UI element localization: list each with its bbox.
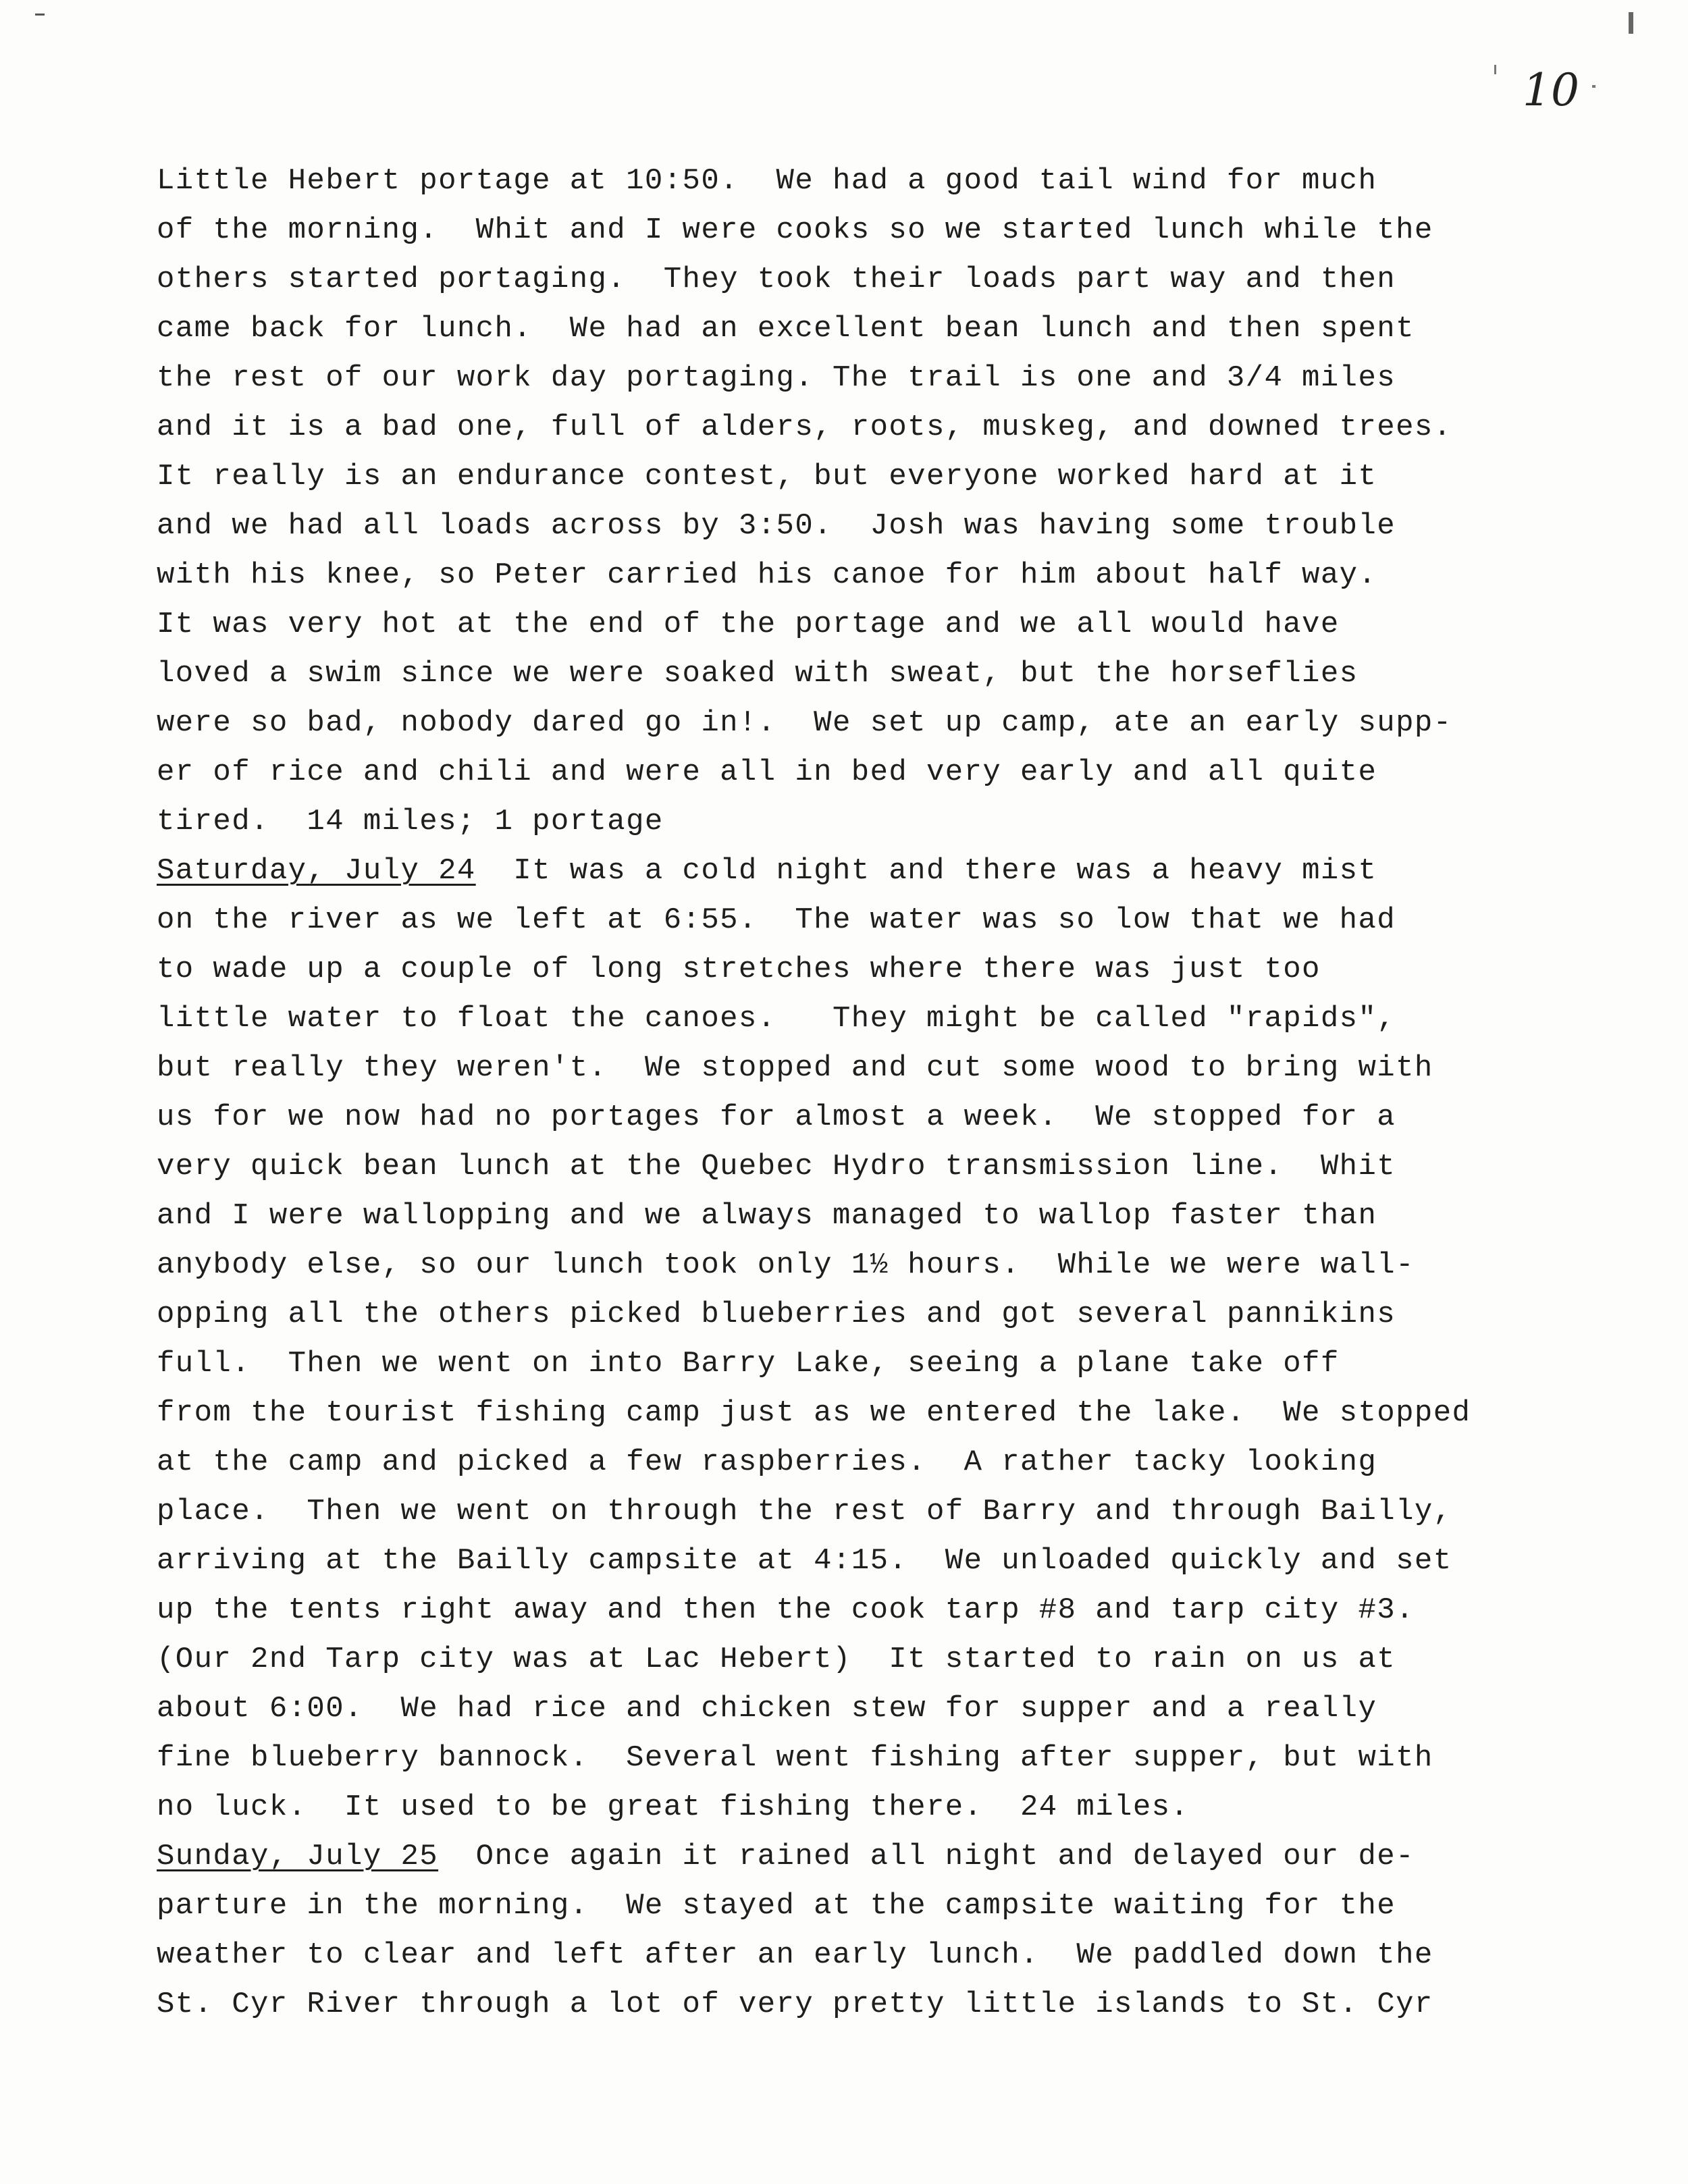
scan-mark bbox=[1592, 85, 1595, 88]
text-line: but really they weren't. We stopped and cut some wood to bring with bbox=[157, 1051, 1433, 1085]
text-line: It was very hot at the end of the portage and we all would have bbox=[157, 608, 1340, 641]
text-line: came back for lunch. We had an excellent bean lunch and then spent bbox=[157, 312, 1415, 346]
text-line: up the tents right away and then the cook tarp #8 and tarp city #3. bbox=[157, 1593, 1415, 1627]
text-line: (Our 2nd Tarp city was at Lac Hebert) It started to rain on us at bbox=[157, 1643, 1396, 1676]
text-line: er of rice and chili and were all in bed very early and all quite bbox=[157, 755, 1377, 789]
text-line: very quick bean lunch at the Quebec Hydro transmission line. Whit bbox=[157, 1150, 1396, 1183]
text-line: loved a swim since we were soaked with sweat, but the horseflies bbox=[157, 657, 1359, 691]
text-line: Little Hebert portage at 10:50. We had a good tail wind for much bbox=[157, 164, 1377, 198]
text-line: full. Then we went on into Barry Lake, seeing a plane take off bbox=[157, 1347, 1340, 1381]
entry-first-line: Once again it rained all night and delayed our de- bbox=[438, 1840, 1415, 1873]
text-line: from the tourist fishing camp just as we entered the lake. We stopped bbox=[157, 1396, 1471, 1430]
text-line: and I were wallopping and we always managed to wallop faster than bbox=[157, 1199, 1377, 1233]
text-line: no luck. It used to be great fishing there. 24 miles. bbox=[157, 1790, 1190, 1824]
scan-mark bbox=[1494, 65, 1496, 74]
page-number: 10 bbox=[1523, 64, 1579, 116]
text-line: and it is a bad one, full of alders, roots, muskeg, and downed trees. bbox=[157, 410, 1452, 444]
text-line: fine blueberry bannock. Several went fishing after supper, but with bbox=[157, 1741, 1433, 1775]
text-line: with his knee, so Peter carried his canoe for him about half way. bbox=[157, 558, 1377, 592]
text-line: about 6:00. We had rice and chicken stew for supper and a really bbox=[157, 1692, 1377, 1726]
text-line: the rest of our work day portaging. The trail is one and 3/4 miles bbox=[157, 361, 1396, 395]
text-line: anybody else, so our lunch took only 1½ hours. While we were wall- bbox=[157, 1248, 1415, 1282]
text-line: little water to float the canoes. They might be called "rapids", bbox=[157, 1002, 1396, 1036]
text-line: place. Then we went on through the rest of Barry and through Bailly, bbox=[157, 1495, 1452, 1528]
text-line: arriving at the Bailly campsite at 4:15. We unloaded quickly and set bbox=[157, 1544, 1452, 1578]
text-line: It really is an endurance contest, but everyone worked hard at it bbox=[157, 460, 1377, 494]
text-line: were so bad, nobody dared go in!. We set up camp, ate an early supp- bbox=[157, 706, 1452, 740]
text-line: opping all the others picked blueberries and got several pannikins bbox=[157, 1298, 1396, 1331]
text-line: tired. 14 miles; 1 portage bbox=[157, 805, 664, 838]
text-line: to wade up a couple of long stretches where there was just too bbox=[157, 953, 1321, 986]
scan-mark bbox=[1629, 12, 1633, 34]
text-line: and we had all loads across by 3:50. Josh was having some trouble bbox=[157, 509, 1396, 543]
text-line: at the camp and picked a few raspberries. A rather tacky looking bbox=[157, 1445, 1377, 1479]
text-line: on the river as we left at 6:55. The water was so low that we had bbox=[157, 903, 1396, 937]
text-line: others started portaging. They took their loads part way and then bbox=[157, 263, 1396, 296]
text-line: St. Cyr River through a lot of very pretty little islands to St. Cyr bbox=[157, 1988, 1433, 2021]
entry-date-july-24: Saturday, July 24 bbox=[157, 854, 476, 888]
text-line: parture in the morning. We stayed at the campsite waiting for the bbox=[157, 1889, 1396, 1923]
journal-text bbox=[157, 157, 1561, 2029]
entry-date-july-25: Sunday, July 25 bbox=[157, 1840, 439, 1873]
entry-heading-line bbox=[157, 1832, 1561, 1882]
entry-first-line: It was a cold night and there was a heavy mist bbox=[475, 854, 1377, 888]
text-line: us for we now had no portages for almost a week. We stopped for a bbox=[157, 1100, 1396, 1134]
text-line: of the morning. Whit and I were cooks so we started lunch while the bbox=[157, 213, 1433, 247]
entry-heading-line bbox=[157, 847, 1561, 896]
text-line: weather to clear and left after an early lunch. We paddled down the bbox=[157, 1938, 1433, 1972]
scan-mark bbox=[35, 14, 45, 16]
